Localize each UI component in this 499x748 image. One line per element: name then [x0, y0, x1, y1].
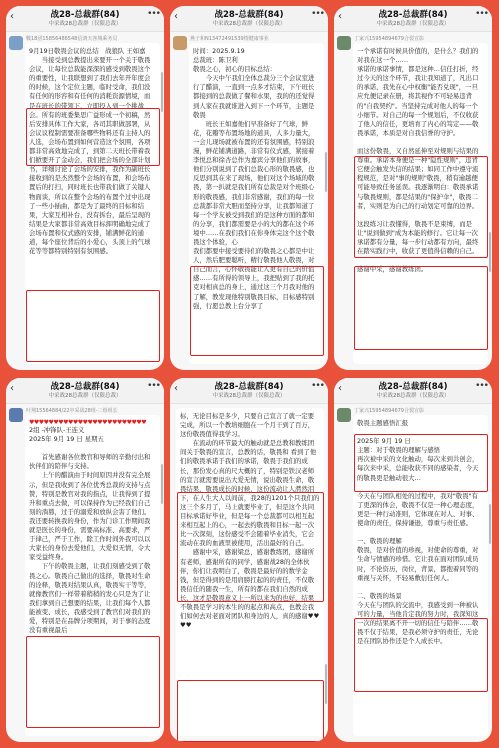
more-icon[interactable]: ••• [475, 381, 488, 391]
chat-header [334, 6, 492, 32]
scrollbar[interactable] [489, 504, 491, 544]
chat-header [6, 6, 164, 32]
message-card [353, 415, 488, 736]
chat-header [6, 378, 164, 404]
message-card [189, 43, 324, 364]
group-title: 战28-总裁群(84) [50, 382, 120, 392]
chat-header [170, 378, 328, 404]
chat-screenshot-5 [170, 378, 328, 742]
chat-body [6, 404, 164, 742]
group-title: 战28-总裁群(84) [214, 10, 284, 20]
avatar[interactable] [173, 36, 187, 50]
group-subtitle: 中采战28总裁群（仅限总裁） [212, 393, 286, 399]
chat-screenshot-2 [170, 6, 328, 370]
message-text: 敬畏主题感悟汇报 2025年 9月 19 日 主题：对于敬畏的理解与感悟 再次被中采的文化触动，每次来到共创会，每次来中采，总能收获不同的感染者，今天的敬畏更是触动很大… 今天在与团队相处的过程中，我对"敬畏"有了更深的体会，敬畏不仅是一种心理态度，更是一种行动准则，它体现在对人、对事、使命的责任，保持谦逊，尊重与责任感。 一、敬畏的理解 敬畏，是对价值的珍视，对使命的尊重，对生命与情感的珍惜。它让我在面对团队成员时，不论资历，岗位，背景，都抱着同等的重视与关怀，不轻易敷衍任何人。 二、敬畏的场景 今天在与团队的交流中，我感受到一种被认可的力量，当他肯定我的努力时，我深知这一次的结果离不开一切的信任与陪伴……敬畏不仅于结果，是我必须守护的责任，无论是在团队协作还是个人成长中。 [357, 419, 479, 646]
group-subtitle: 中采战28总裁群（仅限总裁） [376, 393, 450, 399]
more-icon[interactable]: ••• [475, 9, 488, 19]
message-text: 一个承诺有时候具价值的，是什么？我们的对我在这一个…… 承诺的承诺事情，都是这种…信任打折，经过今天的这个环节，我让我知道了，凡出口的承诺，我先在心中权衡"能否兑现"，一旦应允便记录在册，将其视作不可轻易违背的"自我契约"。当坚持完成对他人的每一个小细节。对自己的每一个规划后，不仅收获了他人的信任，更培育了内心的笃定——敬畏承诺，本质是对自我信誉的守护。 而这份敬畏，又自然延伸至对规则与结果的尊重。承诺本身便是一种"隐性规则"，违背它便会触发失信的结果；如同工作中遵守流程规范，是对"事的规则"敬畏，稍有逾越便可能导致任务延误。我逐渐明白：敬畏承诺与敬畏规则，都是结果的"保护伞"，敬畏二者，实则是为自己的行动划定可靠的边界。 这段练习让我懂得，敬畏不是束缚，而是让"说到做到"成为本能的修行。它让每一次承诺都有分量，每一步行动都有方向，最终在踏实践行中，收获了更值得信赖的自己。 感谢中采，感谢教练团。 [357, 47, 479, 274]
group-title: 战28-总裁群(84) [378, 10, 448, 20]
sender-name: 丁家兴15954894679合裂宣影 [354, 408, 424, 414]
chat-body [6, 32, 164, 370]
scrollbar[interactable] [489, 232, 491, 272]
chat-body [334, 404, 492, 742]
more-icon[interactable]: ••• [147, 381, 160, 391]
avatar[interactable] [337, 36, 351, 50]
sender-name: 戰18团15856486548信鸿天客城乘务员 [26, 36, 118, 42]
message-card [25, 415, 160, 736]
avatar[interactable] [9, 36, 23, 50]
back-arrow-icon[interactable]: ‹ [10, 383, 14, 394]
chat-body [170, 404, 328, 742]
group-title: 战28-总裁群(84) [50, 10, 120, 20]
chat-screenshot-3 [334, 6, 492, 370]
chat-screenshot-1 [6, 6, 164, 370]
sender-name: 叶翔15564884/22中采战28班-二组组长 [26, 408, 118, 414]
message-card [176, 408, 324, 736]
chat-header [170, 6, 328, 32]
chat-screenshot-6 [334, 378, 492, 742]
back-arrow-icon[interactable]: ‹ [10, 11, 14, 22]
scrollbar[interactable] [325, 664, 327, 704]
back-arrow-icon[interactable]: ‹ [338, 383, 342, 394]
group-title: 战28-总裁群(84) [214, 382, 284, 392]
more-icon[interactable]: ••• [311, 381, 324, 391]
sender-name: 燕子和N13472491539情健康事业 [190, 36, 269, 42]
heart-emoji-row: ♥♥♥♥♥♥♥♥♥♥♥♥♥♥♥♥♥♥♥♥♥♥♥♥ [29, 419, 147, 426]
back-arrow-icon[interactable]: ‹ [174, 11, 178, 22]
group-subtitle: 中采战28总裁群（仅限总裁） [376, 21, 450, 27]
message-text: 2组 -冲锋队-王连义 2025年 9月 19 日 星期五 首先感谢各位教官和导师的辛勤付出和伙伴们的陪伴与支持。 上午的醋演由于时间原因并没有完全展示，但是我收到了各位优秀总裁的支持与点赞，特别是教官对我的指点，让我得到了提升和重点去做，可以保持作为已经我们自己刻的淌篡，过于的溺爱和放纵会害了他们。我还要转换我的身份，作为门诊工作期间我就是医长的身份，需要高标准、高要求，严于律己，严于工作，除工作时间外我可以以大家长的身份去爱他们，大爱似无情，令大家受益终身。 下午的敬畏主题，让我们刻感受到了敬畏之心。敬畏自己做出的选择，敬畏对生命的诠释，敬畏对结果认真，敬畏实干等等，就像教官们一样带着稍稍的发心只是为了让我们拿到自己想要的结果，让我们每个人都能被变、成长，我感受到了教官们对我们的爱，特别是在品牌分项期间，对于事的态度没有重视最后 [29, 426, 151, 635]
message-card [353, 43, 488, 364]
chat-screenshot-4 [6, 378, 164, 742]
back-arrow-icon[interactable]: ‹ [338, 11, 342, 22]
avatar[interactable] [337, 408, 351, 422]
scrollbar[interactable] [161, 464, 163, 504]
group-subtitle: 中采战28总裁群（仅限总裁） [48, 393, 122, 399]
chat-header [334, 378, 492, 404]
back-arrow-icon[interactable]: ‹ [174, 383, 178, 394]
group-title: 战28-总裁群(84) [378, 382, 448, 392]
message-card [25, 43, 160, 364]
avatar[interactable] [9, 408, 23, 422]
message-text: 9月19日敬畏会议的总结 战狼队 王如嘉 当接受到总教提出来要开一个关于敬畏会议，让每位总裁能深深的感受到敬畏这个的重要性，让我联想到了我们去年开年度会的时候，这个定位主题，临时受命，我们没有任何的形容和有任何的消耗资源情境，而是在班长的带领下，立即投入到一个挑战会。所有的班委集思广益形成一个初稿，然后安排具体工作大家，各司其职做部署，从会议议程制需要准备哪些物料还有主持人的人选，会场布置到如何营造这个氛围，各项都非常高效地完成了，到第二天班长带着我们掀要开了金动会，我们把会场的全部计划书，详细讨论了会场的安排，我作为副班长接收到的是杰然整个会场的布置，和会场布置后的打扫，同时班长也带我们做了关键人物面谈，所以在整个会场的布置个过中出现了一些小插曲，都是为了最终的目标和结果，大家互相补台，没有拆台，最后呈现的结果是大家都非常高效目标挥明确地完成了会场布置和仪式感的安排，铺满鲜花的通道，每个座位背后的小爱心，头顶上的气球花等等都特别特别有氛围感。 [29, 47, 151, 256]
sender-name: 丁家兴15954894679合裂宣影 [354, 36, 424, 42]
more-icon[interactable]: ••• [147, 9, 160, 19]
group-subtitle: 中采战28总裁群（仅限总裁） [48, 21, 122, 27]
scrollbar[interactable] [325, 152, 327, 192]
scrollbar[interactable] [161, 72, 163, 112]
group-subtitle: 中采战28总裁群（仅限总裁） [212, 21, 286, 27]
message-text: 标，无论目标是多少，只要自己宣言了就一定要完成，所以一个教培细胞在一个月干到了百万，这份敬畏值得我学习。 在流动的环节最大的触动就是总教和教练团间关于敬畏的宣言，总教的话，敬畏和 看到了他们的敬畏承诺于我们的承诺，敬畏于我们的成长，那份发心真的尺大概的了，特别是铁汉老师的宣言就需要说出大爱无情，说出敬畏生命，敬畏结果，敬畏成长的时候，这份流动让人潸然泪下，在人生大人以间前，我28的1201个只我们的这三个多月了，马上就要毕业了，但是这个共同目标承诺好毕业，但是每一个总裁都可以相互起来相互起上的心，一起去约敬畏和目标一起一次比一次深刻，这份感受不会随着毕业消失，它会流动在我的血液里被使用，活出最好的自己。 感谢中采，感谢梁总，感谢教练团，感谢所有老师，感谢所有的同学，感谢战28的全体伙伴，你们让我明白了，敬畏是最好的的数学金钱，但是得到的是用肩膀扛起的的责任，不仅敬畏信任的随我一生，所有的都在我们自然的成长，这才是敬畏意义上一所以来为的也好，结果不敬畏是学习的本生的的起点和高点，也教会我们如何去对老面对团队和身边的人，真的感谢♥♥♥♥ [180, 412, 320, 630]
message-text: 时间：2025.9.19 总裁班：陈卫利 敬畏之心，初心的目标总结： 今天中午我们全体总裁分三个会议室进行了醋演，一直到一点多才结束，下午班长都接到的总裁做了餐和水果，我的的还觉得到人家在我就谁进入到下一个环节，主题是敬畏 班长王如嘉他们早准备好了气球，鲜花，花瓣等布置场地的道具，人多力量大，一会儿现场就被布置的还有氛围感，特别浪漫，鲜花铺满道路，非常有仪式感，紧接着李悦总和徐杏总作为嘉宾分享他们的故事，他们分别说到了我们总裁心形的敬畏感，也反思到其在来了现场，他们对这个场域的敬畏，第一扒就是我们所有总裁是对个班级心形的敬畏感，我们非常感谢，我们的每一位总裁都非常大胆而坚持分享，让我都知道了每一个学友被受到我们的是这种方面的都知的分享，我们都需要是小的大的都在这个环境中……在我们我们在你身体完这个这个敬畏这个体验，心 我们都要中接受要待们的敬畏之心都是中让人，然后肥要聪听，精行敬畏他人敬畏，对自己而言，心怀敬畏能让人更有自己的价值感……有所得的领导上，我把贴到了我的托克对相真总的身上，通过这三个月我对他的了解，教发现他特别敬畏目标，目标感特别强，行愿总教上台分享了 [193, 47, 315, 310]
chat-body [170, 32, 328, 370]
chat-body [334, 32, 492, 370]
more-icon[interactable]: ••• [311, 9, 324, 19]
